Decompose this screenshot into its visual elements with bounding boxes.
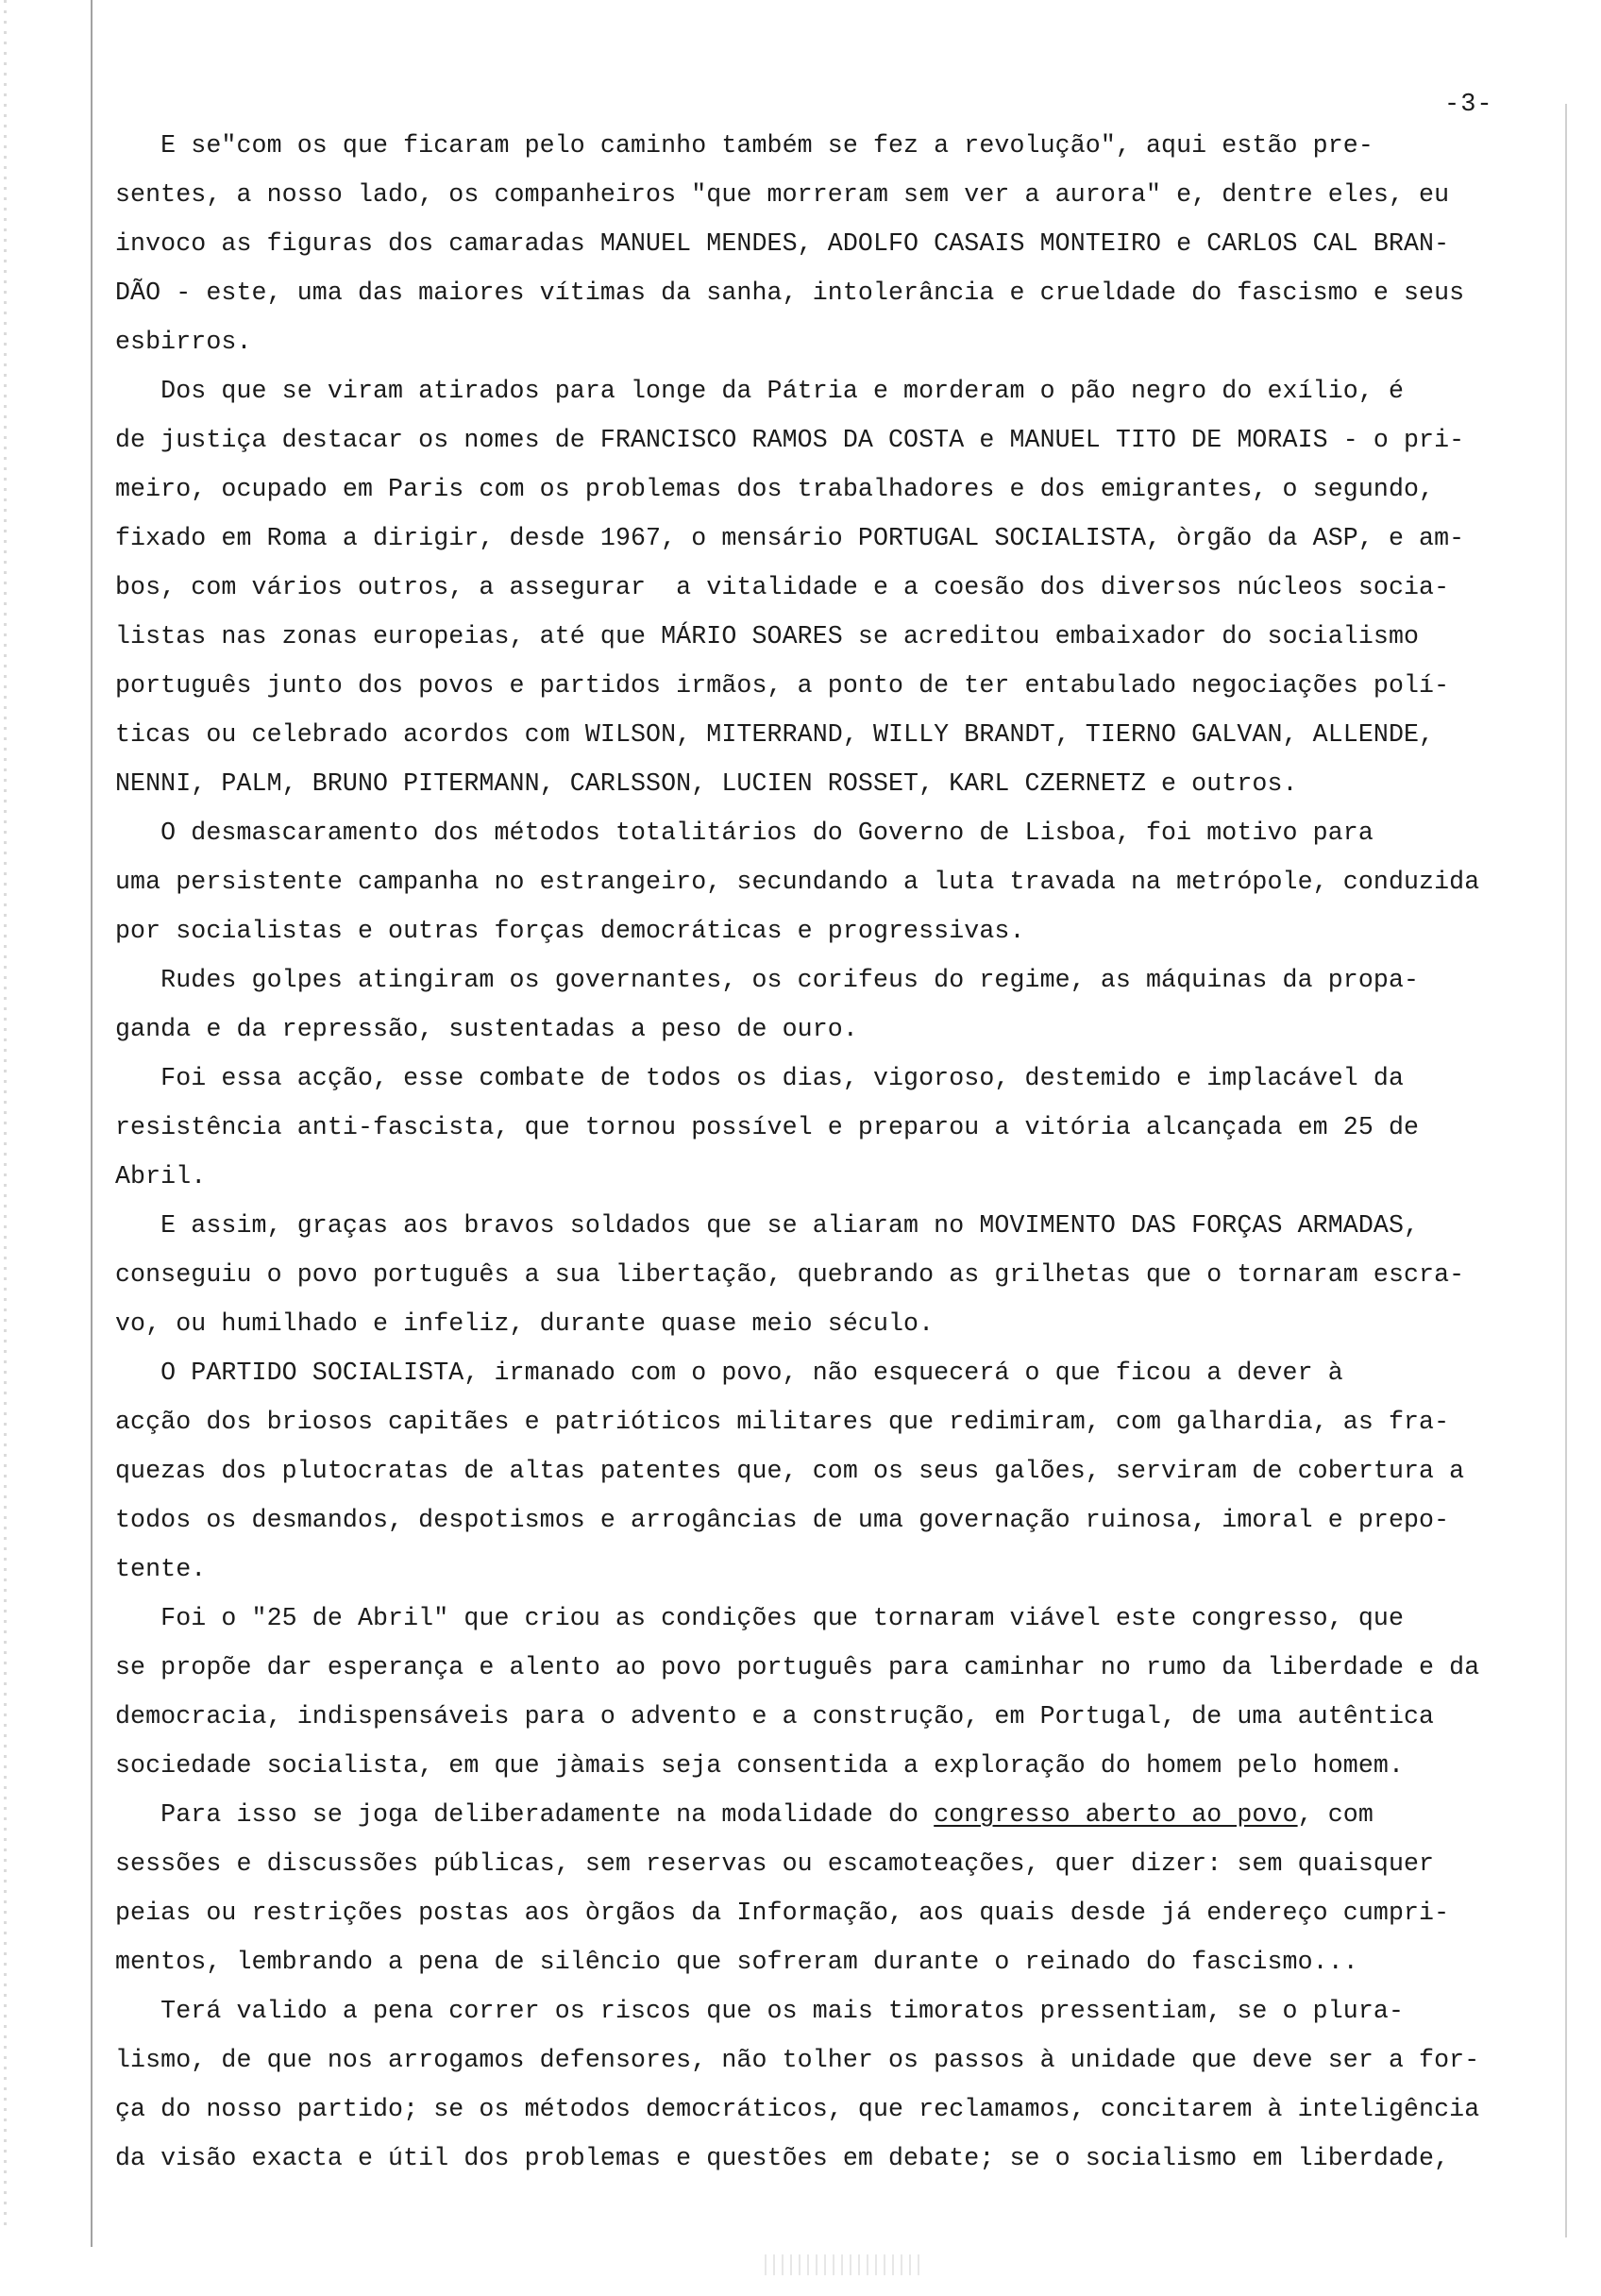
text-line: mentos, lembrando a pena de silêncio que sofreram durante o reinado do fascismo... (115, 1948, 1358, 1976)
text-line: vo, ou humilhado e infeliz, durante quase meio século. (115, 1309, 935, 1338)
text-line (115, 1790, 1522, 1839)
text-line: fixado em Roma a dirigir, desde 1967, o mensário PORTUGAL SOCIALISTA, òrgão da ASP, e am- (115, 524, 1465, 552)
text-line: por socialistas e outras forças democráticas e progressivas. (115, 917, 1025, 945)
text-line: uma persistente campanha no estrangeiro, secundando a luta travada na metrópole, conduzida (115, 868, 1480, 896)
text-line: Rudes golpes atingiram os governantes, os corifeus do regime, as máquinas da propa- (115, 966, 1420, 994)
text-line: ganda e da repressão, sustentadas a peso de ouro. (115, 1015, 858, 1043)
text-line: meiro, ocupado em Paris com os problemas dos trabalhadores e dos emigrantes, o segundo, (115, 475, 1435, 503)
scan-artifact (765, 2254, 925, 2275)
text-line: bos, com vários outros, a assegurar a vitalidade e a coesão dos diversos núcleos socia- (115, 573, 1450, 601)
underlined-phrase: congresso aberto ao povo (934, 1800, 1298, 1829)
text-line: O PARTIDO SOCIALISTA, irmanado com o povo, não esquecerá o que ficou a dever à (115, 1359, 1343, 1387)
text-line: lismo, de que nos arrogamos defensores, não tolher os passos à unidade que deve ser a for- (115, 2046, 1480, 2074)
text-line: Foi essa acção, esse combate de todos os dias, vigoroso, destemido e implacável da (115, 1064, 1405, 1092)
text-line: de justiça destacar os nomes de FRANCISCO RAMOS DA COSTA e MANUEL TITO DE MORAIS - o pri- (115, 426, 1465, 454)
text-line: esbirros. (115, 328, 252, 356)
page-number: -3- (1444, 91, 1493, 119)
text-line: democracia, indispensáveis para o advento e a construção, em Portugal, de uma autêntica (115, 1702, 1435, 1730)
text-line: ça do nosso partido; se os métodos democráticos, que reclamamos, concitarem à inteligência (115, 2095, 1480, 2123)
text-line: conseguiu o povo português a sua libertação, quebrando as grilhetas que o tornaram escra- (115, 1260, 1465, 1289)
text-line: sentes, a nosso lado, os companheiros "que morreram sem ver a aurora" e, dentre eles, eu (115, 180, 1450, 209)
text-line: Terá valido a pena correr os riscos que os mais timoratos pressentiam, se o plura- (115, 1997, 1405, 2025)
text-line: resistência anti-fascista, que tornou possível e preparou a vitória alcançada em 25 de (115, 1113, 1420, 1141)
text-line: DÃO - este, uma das maiores vítimas da sanha, intolerância e crueldade do fascismo e seus (115, 279, 1465, 307)
text-line: Dos que se viram atirados para longe da Pátria e morderam o pão negro do exílio, é (115, 377, 1405, 405)
text-line: português junto dos povos e partidos irmãos, a ponto de ter entabulado negociações polí- (115, 671, 1450, 700)
text-line: sociedade socialista, em que jàmais seja consentida a exploração do homem pelo homem. (115, 1751, 1405, 1780)
text-line: E assim, graças aos bravos soldados que se aliaram no MOVIMENTO DAS FORÇAS ARMADAS, (115, 1211, 1420, 1240)
text-line: invoco as figuras dos camaradas MANUEL MENDES, ADOLFO CASAIS MONTEIRO e CARLOS CAL BRAN- (115, 229, 1450, 258)
text-line: NENNI, PALM, BRUNO PITERMANN, CARLSSON, LUCIEN ROSSET, KARL CZERNETZ e outros. (115, 769, 1298, 798)
text-line: sessões e discussões públicas, sem reservas ou escamoteações, quer dizer: sem quaisquer (115, 1849, 1435, 1878)
text-line: Abril. (115, 1162, 207, 1190)
text-line: todos os desmandos, despotismos e arrogâncias de uma governação ruinosa, imoral e prepo- (115, 1506, 1450, 1534)
text-line: E se"com os que ficaram pelo caminho também se fez a revolução", aqui estão pre- (115, 131, 1373, 160)
text-line: tente. (115, 1555, 207, 1583)
text-line: ticas ou celebrado acordos com WILSON, MITERRAND, WILLY BRANDT, TIERNO GALVAN, ALLENDE, (115, 720, 1435, 749)
right-margin-line (1565, 104, 1567, 2237)
text-line: da visão exacta e útil dos problemas e questões em debate; se o socialismo em liberdade, (115, 2144, 1450, 2172)
text-segment: , com (1297, 1800, 1373, 1829)
text-line: acção dos briosos capitães e patrióticos militares que redimiram, com galhardia, as fra- (115, 1408, 1450, 1436)
text-line: listas nas zonas europeias, até que MÁRIO SOARES se acreditou embaixador do socialismo (115, 622, 1420, 650)
text-line: peias ou restrições postas aos òrgãos da Informação, aos quais desde já endereço cumpri- (115, 1899, 1450, 1927)
document-body (115, 121, 1522, 2183)
scan-edge-marks (4, 0, 7, 2228)
text-line: O desmascaramento dos métodos totalitários do Governo de Lisboa, foi motivo para (115, 819, 1373, 847)
text-segment: Para isso se joga deliberadamente na modalidade do (115, 1800, 935, 1829)
text-line: se propõe dar esperança e alento ao povo português para caminhar no rumo da liberdade e da (115, 1653, 1480, 1681)
text-line: quezas dos plutocratas de altas patentes que, com os seus galões, serviram de cobertura a (115, 1457, 1465, 1485)
left-margin-line (91, 0, 93, 2247)
text-line: Foi o "25 de Abril" que criou as condições que tornaram viável este congresso, que (115, 1604, 1405, 1632)
